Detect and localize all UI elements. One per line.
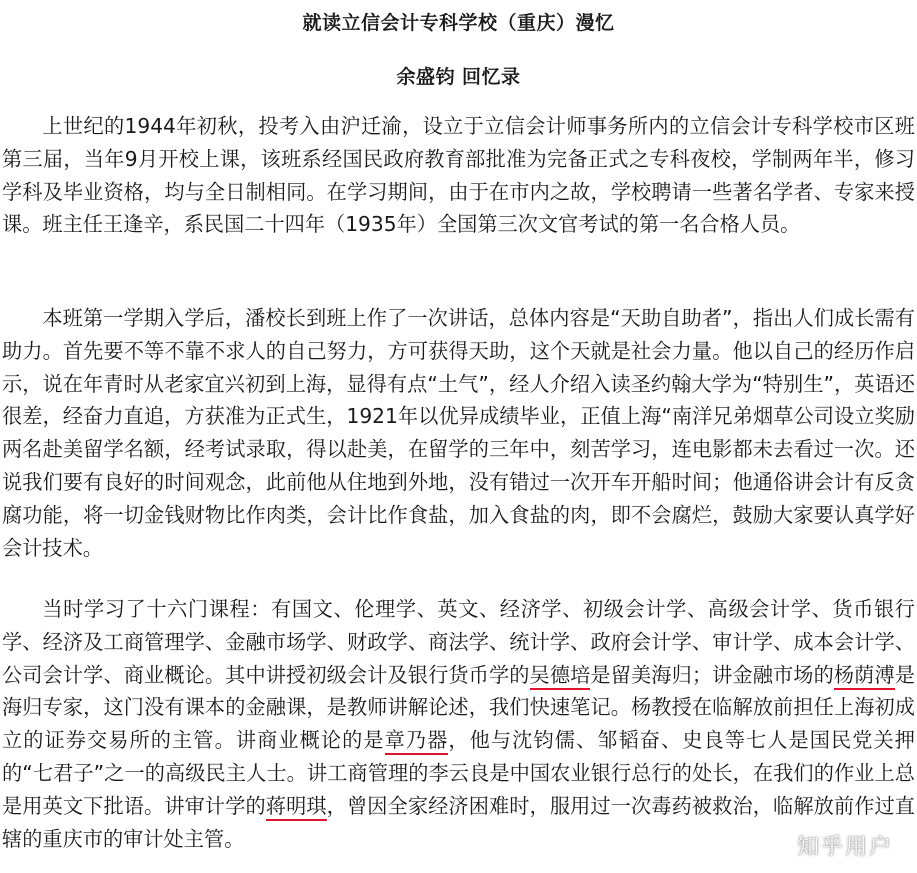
underlined-name-yang-yinpu: 杨荫溥 bbox=[834, 663, 895, 690]
article-subtitle: 余盛钧 回忆录 bbox=[396, 66, 521, 88]
paragraph-3-text-1: 当时学习了十六门课程：有国文、伦理学、英文、经济学、初级会计学、高级会计学、货币银行学、经济及工商管理学、金融市场学、财政学、商法学、统计学、政府会计学、审计学、成本会计学、公司会计学、商业概论。其中讲授初级会计及银行货币学的 bbox=[2, 597, 915, 687]
underlined-name-wu-depei: 吴德培 bbox=[530, 663, 591, 690]
paragraph-1: 上世纪的1944年初秋，投考入由沪迁渝，设立于立信会计师事务所内的立信会计专科学校市区班第三届，当年9月开校上课，该班系经国民政府教育部批准为完备正式之专科夜校，学制两年半，修习学科及毕业资格，均与全日制相同。在学习期间，由于在市内之故，学校聘请一些著名学者、专家来授课。班主任王逢辛，系民国二十四年（1935年）全国第三次文官考试的第一名合格人员。 bbox=[2, 114, 915, 237]
paragraph-3-text-5: ，曾因全家经济困难时，服用过一次毒药被救治，临解放前作过直辖的重庆市的审计处主管。 bbox=[2, 793, 915, 851]
paragraph-2: 本班第一学期入学后，潘校长到班上作了一次讲话，总体内容是“天助自助者”，指出人们成长需有助力。首先要不等不靠不求人的自己努力，方可获得天助，这个天就是社会力量。他以自己的经历作启示，说在年青时从老家宜兴初到上海，显得有点“土气”，经人介绍入读圣约翰大学为“特别生”，英语还很差，经奋力直追，方获准为正式生，1921年以优异成绩毕业，正值上海“南洋兄弟烟草公司设立奖励两名赴美留学名额，经考试录取，得以赴美，在留学的三年中，刻苦学习，连电影都未去看过一次。还说我们要有良好的时间观念，此前他从住地到外地，没有错过一次开车开船时间；他通俗讲会计有反贪腐功能，将一切金钱财物比作肉类，会计比作食盐，加入食盐的肉，即不会腐烂，鼓励大家要认真学好会计技术。 bbox=[2, 306, 915, 560]
underlined-name-jiang-mingqi: 蒋明琪 bbox=[266, 794, 327, 821]
underlined-name-zhang-naiqi: 章乃器 bbox=[385, 728, 449, 755]
article-title: 就读立信会计专科学校（重庆）漫忆 bbox=[302, 12, 615, 34]
paragraph-3-text-4: ，他与沈钧儒、邹韬奋、史良等七人是国民党关押的“七君子”之一的高级民主人士。讲工商管理的李云良是中国农业银行总行的处长，在我们的作业上总是用英文下批语。讲审计学的 bbox=[2, 728, 915, 818]
paragraph-3 bbox=[2, 593, 915, 855]
paragraph-3-text-2: 是留美海归；讲金融市场的 bbox=[590, 662, 834, 687]
paragraph-3-text-3: 是海归专家，这门没有课本的金融课，是教师讲解论述，我们快速笔记。杨教授在临解放前担任上海初成立的证券交易所的主管。讲商业概论的是 bbox=[2, 662, 915, 753]
watermark-text: 知乎用户 bbox=[796, 835, 893, 860]
